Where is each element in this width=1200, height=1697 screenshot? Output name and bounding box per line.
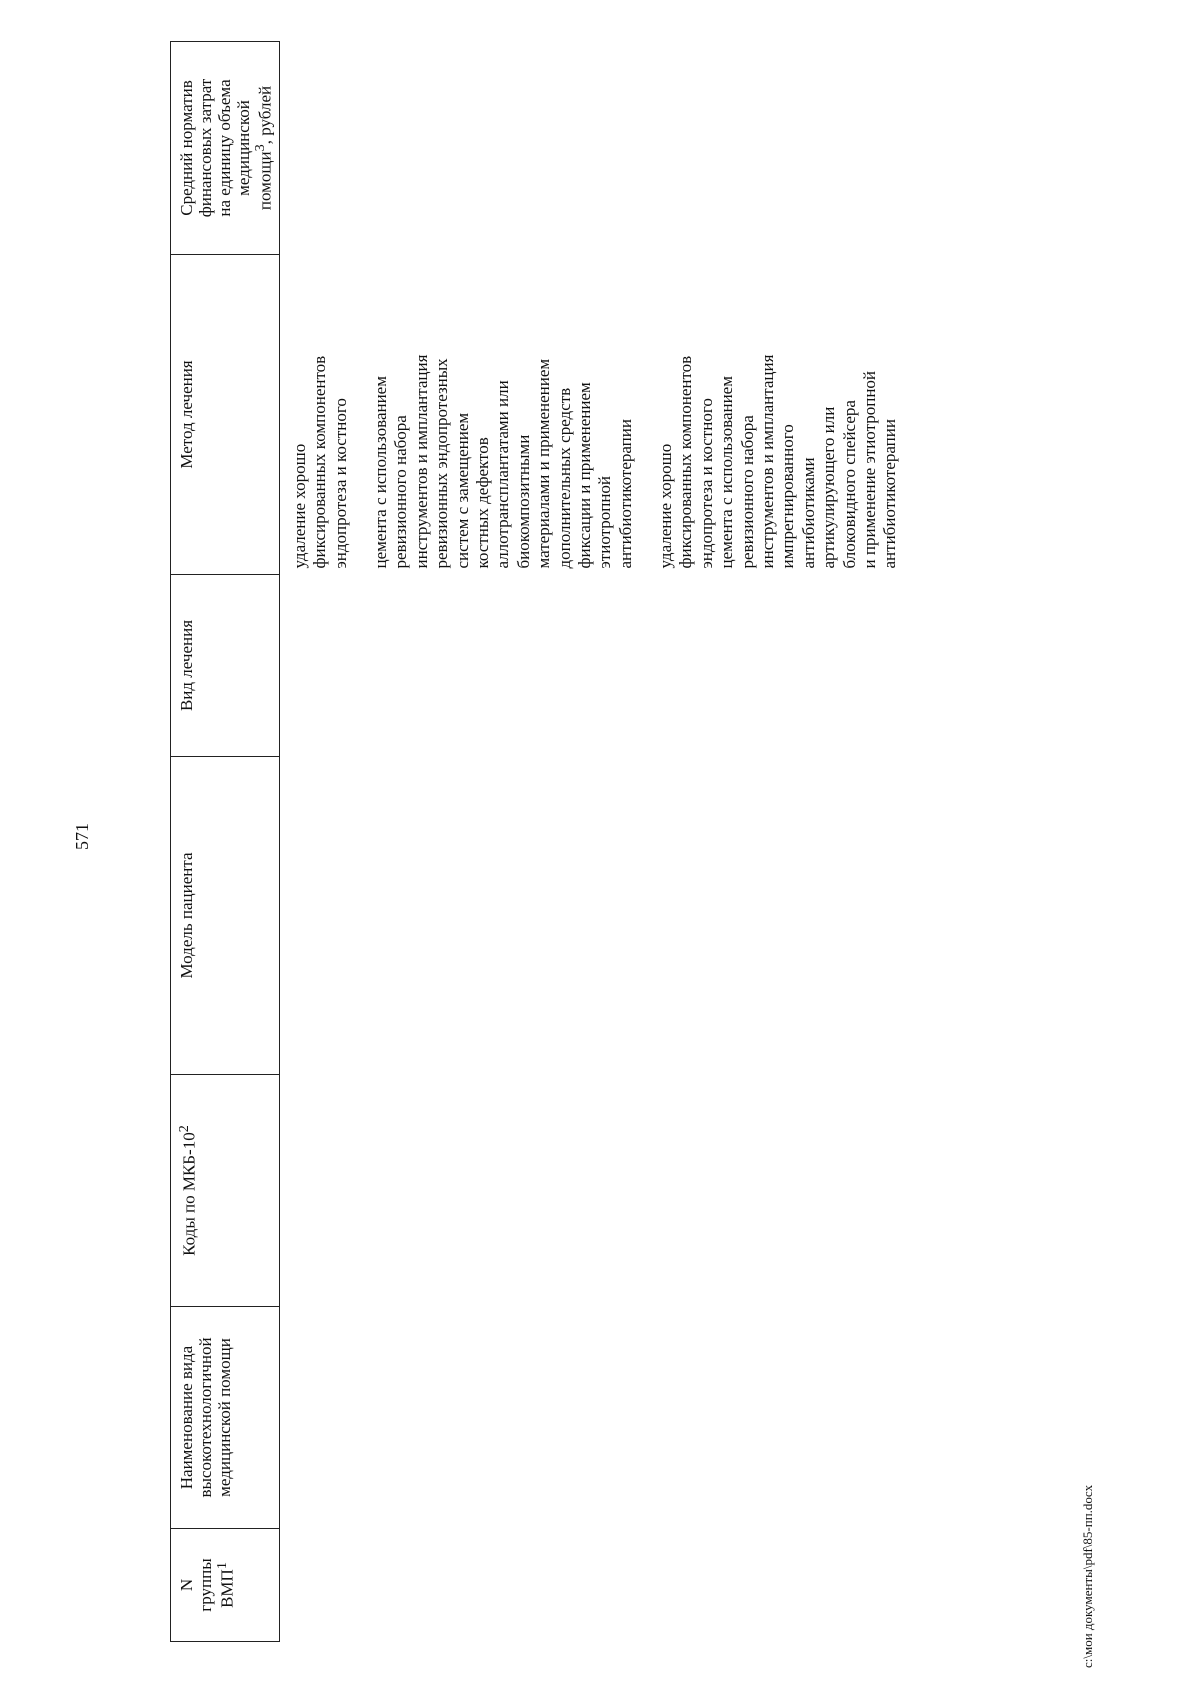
file-path-footer: c:\мои документы\pdf\85-пп.docx <box>1080 1484 1095 1668</box>
landscape-page <box>170 42 1150 1642</box>
page-number: 571 <box>72 823 92 850</box>
header-treatment-method: Метод лечения <box>171 255 280 575</box>
header-treatment-type: Вид лечения <box>171 575 280 757</box>
cell-group-number <box>279 1529 920 1642</box>
method-block-2: удаление хорошо фиксированных компонентов эндопротеза и костного цемента с использованием ревизионного набора инструментов и имплантация импрегнированного антибиотиками артикулирующего или блоковидного спейсера и применение этиотропной антибиотикотерапии <box>656 354 900 569</box>
method-block-1: удаление хорошо фиксированных компонентов эндопротеза и костного цемента с использованием ревизионного набора инструментов и имплантация ревизионных эндопротезных систем с замещением костных дефектов аллотрансплантатами или биокомпозитными материалами и применением дополнительных средств фиксации и применением этиотропной антибиотикотерапии <box>289 354 635 569</box>
cell-patient-model <box>279 757 920 1075</box>
cell-vmp-name <box>279 1307 920 1529</box>
cell-average-cost <box>279 42 920 255</box>
header-icd-codes: Коды по МКБ-$10^2$ <box>171 1075 280 1307</box>
header-group-number: N группы ВМП$^1$ <box>171 1529 280 1642</box>
cell-icd-codes <box>279 1075 920 1307</box>
vmp-table <box>170 41 921 1642</box>
cell-treatment-method <box>279 255 920 575</box>
cell-treatment-type <box>279 575 920 757</box>
table-row <box>279 42 920 1642</box>
header-average-cost: Средний норматив финансовых затрат на единицу объема медицинской помощи$^3$, рублей <box>171 42 280 255</box>
header-vmp-name: Наименование вида высокотехнологичной медицинской помощи <box>171 1307 280 1529</box>
header-patient-model: Модель пациента <box>171 757 280 1075</box>
table-header-row <box>171 42 280 1642</box>
